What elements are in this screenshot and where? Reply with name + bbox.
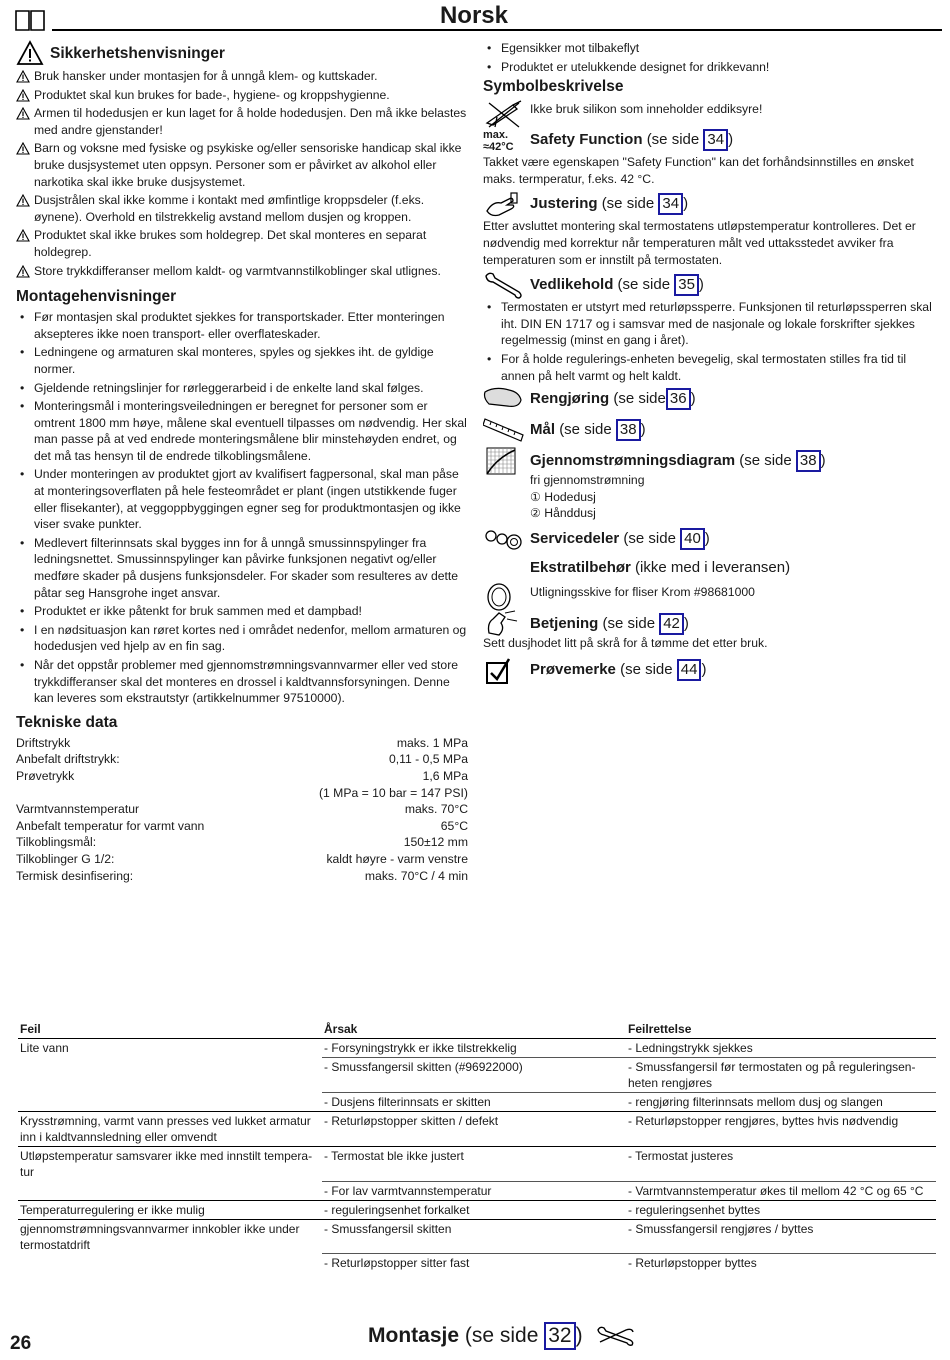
cause-cell: - Termostat ble ikke justert [322,1147,626,1182]
page-link-34-b[interactable]: 34 [658,193,683,215]
cause-cell: - Smussfangersil skitten (#96922000) [322,1058,626,1093]
ref-close: ) [690,390,696,408]
fix-cell: - Ledningstrykk sjekkes [626,1039,936,1058]
service-parts-block [483,528,933,550]
page-link-36[interactable]: 36 [666,388,691,410]
warning-small-icon [16,89,30,102]
technical-data [16,735,468,884]
language-heading: Norsk [439,2,508,29]
safety-item-text: Bruk hansker under montasjen for å unngå klem- og kuttskader. [34,69,378,83]
tech-value: 65°C [440,818,468,833]
max-label: max. [483,129,509,142]
page-link-44[interactable]: 44 [677,659,702,681]
table-header-row [18,1020,936,1039]
safety-item-text: Store trykkdifferanser mellom kaldt- og varmtvannstilkoblinger skal utlignes. [34,263,441,278]
header-fault: Feil [18,1020,322,1039]
symbols-title: Symbolbeskrivelse [483,78,624,96]
left-column [16,44,468,884]
dimensions-title: Mål [530,421,556,439]
shower-operation-icon [483,609,525,639]
mounting-item: • Ledningene og armaturen skal monteres, spyles og sjekkes iht. de gyldige normer. [16,344,468,377]
operation-ref: (se side [602,614,660,632]
dimensions-block [483,419,933,441]
tech-value: maks. 1 MPa [396,735,468,750]
tech-row [16,735,468,752]
right-bullet: • Produktet er utelukkende designet for drikkevann! [483,59,933,76]
cleaning-block [483,388,933,410]
fault-cell: Lite vann [20,1041,69,1055]
book-icon [14,8,46,32]
mounting-list [16,309,468,707]
safety-item-text: Barn og voksne med fysiske og psykiske og/eller sensoriske handicap skal ikke bruke dusjsystemet uten oppsyn. Personer som er påvirket av alkohol eller narkotika skal ikke bruke dusjsystemet. [34,141,462,189]
warning-small-icon [16,194,30,207]
table-row [18,1219,936,1254]
table-row [18,1112,936,1147]
warning-small-icon [16,142,30,155]
cause-cell: - reguleringsenhet forkalket [322,1200,626,1219]
tech-row [16,768,468,785]
flow-diagram-title: Gjennomstrømningsdiagram [530,452,736,470]
cause-cell: - Forsyningstrykk er ikke tilstrekkelig [322,1039,626,1058]
tech-value: maks. 70°C [404,802,468,817]
fix-cell: - Varmtvannstemperatur økes til mellom 42 °C og 65 °C [626,1181,936,1200]
ruler-icon [483,413,525,443]
maintenance-item: • Termostaten er utstyrt med returløpssperre. Funksjonen til returløpssperren skal iht. DIN EN 1717 og i samsvar med de nasjonale og lokale forskrifter sjekkes regelmessig (minst en gang i året). [483,299,933,349]
fault-cell: Temperaturregulering er ikke mulig [18,1200,322,1219]
tools-icon [596,1324,636,1348]
warning-small-icon [16,229,30,242]
safety-title: Sikkerhetshenvisninger [50,45,225,62]
cleaning-ref: (se side [613,390,666,408]
fix-cell: - reguleringsenhet byttes [626,1200,936,1219]
tech-label: Tilkoblinger G 1/2: [16,851,115,866]
tech-row [16,785,468,802]
silicone-gun-icon [483,99,525,129]
tech-row [16,834,468,851]
adjust-ref: (se side [601,195,659,213]
header-rule [52,29,942,31]
safety-item [16,87,468,104]
operation-text: Sett dusjhodet litt på skrå for å tømme det etter bruk. [483,635,768,650]
service-parts-title: Servicedeler [530,529,620,547]
mounting-item: • I en nødsituasjon kan røret kortes ned i området nedenfor, mellom armaturen og hodedusjen ved hjelp av en fin sag. [16,622,468,655]
cause-cell: - Smussfangersil skitten [322,1219,626,1254]
tech-label: Termisk desinfisering: [16,868,134,883]
ref-close: ) [683,614,689,632]
ref-close: ) [728,131,734,149]
tech-label: Anbefalt driftstrykk: [16,752,120,767]
test-mark-block [483,659,933,681]
table-row [18,1254,936,1273]
hand-adjust-icon [483,191,525,221]
maintenance-ref: (se side [617,276,675,294]
silicone-text: Ikke bruk silikon som inneholder eddiksyre! [530,102,763,117]
extra-accessory-title: Ekstratilbehør [530,558,631,576]
silicone-block [483,101,933,125]
mounting-item: • Før montasjen skal produktet sjekkes for transportskader. Etter monteringen aksepteres ikke noen transport- eller overflateskader. [16,309,468,342]
tech-row [16,801,468,818]
cause-cell: - Returløpstopper skitten / defekt [322,1112,626,1147]
warning-small-icon [16,107,30,120]
page-link-38-a[interactable]: 38 [616,419,641,441]
fix-cell: - rengjøring filterinnsats mellom dusj og slangen [626,1093,936,1112]
cleaning-title: Rengjøring [530,390,610,408]
tech-label: Tilkoblingsmål: [16,835,97,850]
maintenance-block [483,274,933,384]
service-parts-ref: (se side [623,529,681,547]
extra-accessory-block [483,558,933,601]
adjust-text: Etter avsluttet montering skal termostatens utløpstemperatur kontrolleres. Det er nødvendig med korrektur når temperaturen målt ved uttaksstedet avviker fra temperaturen som er innstilt på termostaten. [483,219,916,267]
tech-row [16,818,468,835]
fault-cell [18,1181,322,1200]
safety-item-text: Produktet skal kun brukes for bade-, hygiene- og kroppshygienne. [34,87,390,102]
ref-close: ) [701,661,707,679]
tech-row [16,851,468,868]
tech-value: 0,11 - 0,5 MPa [388,752,468,767]
fault-cell: Krysstrømning, varmt vann presses ved lukket armatur inn i kaldtvannsledning eller omvendt [18,1112,322,1147]
tech-value: 1,6 MPa [422,768,468,783]
tile-washer-icon [483,582,525,612]
flow-diagram-block [483,450,933,522]
montasje-ref-text: (se side [464,1324,545,1347]
safety-item [16,68,468,85]
safety-item-text: Produktet skal ikke brukes som holdegrep. Det skal monteres en separat holdegrep. [34,228,427,259]
tech-row [16,868,468,885]
max-temp-icon [483,129,525,159]
cause-cell: - Dusjens filterinnsats er skitten [322,1093,626,1112]
page-link-40[interactable]: 40 [680,528,705,550]
tech-label: Anbefalt temperatur for varmt vann [16,818,205,833]
tech-label: Varmtvannstemperatur [16,802,140,817]
tech-label: Driftstrykk [16,735,71,750]
page-link-32[interactable]: 32 [544,1322,575,1350]
extra-accessory-text: Utligningsskive for fliser Krom #98681000 [530,584,755,599]
tech-value: kaldt høyre - varm venstre [326,851,468,866]
mounting-item: • Når det oppstår problemer med gjennomstrømningsvannvarmer eller ved store trykkdifferanser skal det monteres en drossel i kaldtvannsforsyningen. Denne kan leveres som ekstrautstyr (artikkelnummer 97510000). [16,657,468,707]
cause-cell: - Returløpstopper sitter fast [322,1254,626,1273]
page-link-38-b[interactable]: 38 [796,450,821,472]
wrench-icon [483,270,525,300]
checkbox-mark-icon [483,657,525,687]
safety-item-text: Armen til hodedusjen er kun laget for å holde hodedusjen. Den må ikke belastes med andre gjenstander! [34,106,467,137]
flow-diagram-icon [483,446,525,476]
tech-label: Prøvetrykk [16,768,75,783]
safety-heading-row [16,44,468,64]
fix-cell: - Returløpstopper rengjøres, byttes hvis nødvendig [626,1112,936,1147]
flow-line-hand-shower: ② Hånddusj [530,506,596,521]
fix-cell: - Smussfangersil før termostaten og på reguleringsen-heten rengjøres [626,1058,936,1093]
safety-function-text: Takket være egenskapen "Safety Function" kan det forhåndsinnstilles en ønsket maks. termperatur, f.eks. 42 °C. [483,155,914,186]
safety-item [16,140,468,190]
warning-small-icon [16,265,30,278]
fault-cell [18,1058,322,1093]
operation-title: Betjening [530,614,599,632]
flow-diagram-ref: (se side [739,452,796,470]
safety-item-text: Dusjstrålen skal ikke komme i kontakt med ømfintlige kroppsdeler (f.eks. øynene). Overhold en tilstrekkelig avstand mellom dusjen og kroppen. [34,193,425,224]
fix-cell: - Termostat justeres [626,1147,936,1182]
safety-item [16,263,468,280]
maintenance-item: • For å holde regulerings-enheten bevegelig, skal termostaten stilles fra tid til annen på helt varmt og helt kaldt. [483,351,933,384]
montasje-title: Montasje [368,1324,460,1347]
page-link-35[interactable]: 35 [674,274,699,296]
dimensions-ref: (se side [559,421,616,439]
safety-item [16,105,468,138]
troubleshooting-table [18,1020,936,1272]
ref-close: ) [820,452,826,470]
fix-cell: - Returløpstopper byttes [626,1254,936,1273]
troubleshooting-body [18,1039,936,1273]
mounting-item: • Produktet er ikke påtenkt for bruk sammen med et dampbad! [16,603,468,620]
mounting-title: Montagehenvisninger [16,288,177,306]
page-link-34-a[interactable]: 34 [703,129,728,151]
safety-item [16,227,468,260]
mounting-item: • Monteringsmål i monteringsveiledningen er beregnet for personer som er omtrent 1800 mm høye, målene skal eventuell tilpasses om nødvendig. Her skal man passe på at ved endrede monteringsmålene blir minstehøyden endret, og det må tas hensyn til de endrede tilkoblingsmålene. [16,398,468,464]
table-row [18,1058,936,1093]
mounting-item: • Under monteringen av produktet gjort av kvalifisert fagpersonal, skal man påse at monteringsoverflaten på hele festeområdet er plant (ingen utstikkende fuger eller flisekanter), at veggoppbyggingen egner seg for produktmontasjen og ikke viser svake punkter. [16,466,468,532]
tech-value: (1 MPa = 10 bar = 147 PSI) [318,785,468,800]
table-row [18,1039,936,1058]
adjust-title: Justering [530,195,598,213]
fault-cell: gjennomstrømningsvannvarmer innkobler ikke under termostatdrift [18,1219,322,1254]
table-row [18,1093,936,1112]
right-bullet: • Egensikker mot tilbakeflyt [483,40,933,57]
ref-close: ) [575,1324,583,1347]
cleaning-hand-icon [483,382,525,412]
safety-function-ref: (se side [646,131,704,149]
operation-block [483,613,933,652]
table-row [18,1181,936,1200]
safety-function-title: Safety Function [530,131,643,149]
test-mark-title: Prøvemerke [530,661,616,679]
ref-close: ) [683,195,689,213]
montasje-ref [368,1322,636,1350]
ref-close: ) [698,276,704,294]
tech-value: 150±12 mm [403,835,468,850]
header-fix: Feilrettelse [626,1020,936,1039]
table-row [18,1147,936,1182]
technical-title: Tekniske data [16,713,118,731]
page-number: 26 [10,1333,32,1354]
page-link-42[interactable]: 42 [659,613,684,635]
tech-row [16,751,468,768]
fix-cell: - Smussfangersil rengjøres / byttes [626,1219,936,1254]
warning-small-icon [16,70,30,83]
safety-list [16,68,468,279]
safety-function-block [483,129,933,187]
right-column [483,40,933,681]
max-temp: ≈42°C [483,141,514,154]
adjust-block [483,193,933,268]
flow-line-head-shower: ① Hodedusj [530,489,596,504]
extra-accessory-sub: (ikke med i leveransen) [635,558,791,576]
maintenance-list [483,299,933,384]
fault-cell [18,1254,322,1273]
fault-cell [18,1093,322,1112]
table-row [18,1200,936,1219]
flow-line-free: fri gjennomstrømning [530,473,645,488]
maintenance-title: Vedlikehold [530,276,614,294]
warning-icon [16,40,44,66]
safety-item [16,192,468,225]
cause-cell: - For lav varmtvannstemperatur [322,1181,626,1200]
fault-cell: Utløpstemperatur samsvarer ikke med innstilt tempera-tur [18,1147,322,1182]
header-cause: Årsak [322,1020,626,1039]
right-bullets [483,40,933,75]
test-mark-ref: (se side [620,661,677,679]
tech-value: maks. 70°C / 4 min [364,868,468,883]
ref-close: ) [640,421,646,439]
ref-close: ) [704,529,710,547]
mounting-item: • Medlevert filterinnsats skal bygges inn for å unngå smussinnspylinger fra ledningsnettet. Smussinnspylinger kan påvirke funksjonen negativt og/eller medføre skader på dusjens funksjonsdeler. For skader som resulteres av dette påtar seg Hansgrohe inget ansvar. [16,535,468,601]
service-parts-icon [483,524,525,554]
mounting-item: • Gjeldende retningslinjer for rørleggerarbeid i de enkelte land skal følges. [16,380,468,397]
